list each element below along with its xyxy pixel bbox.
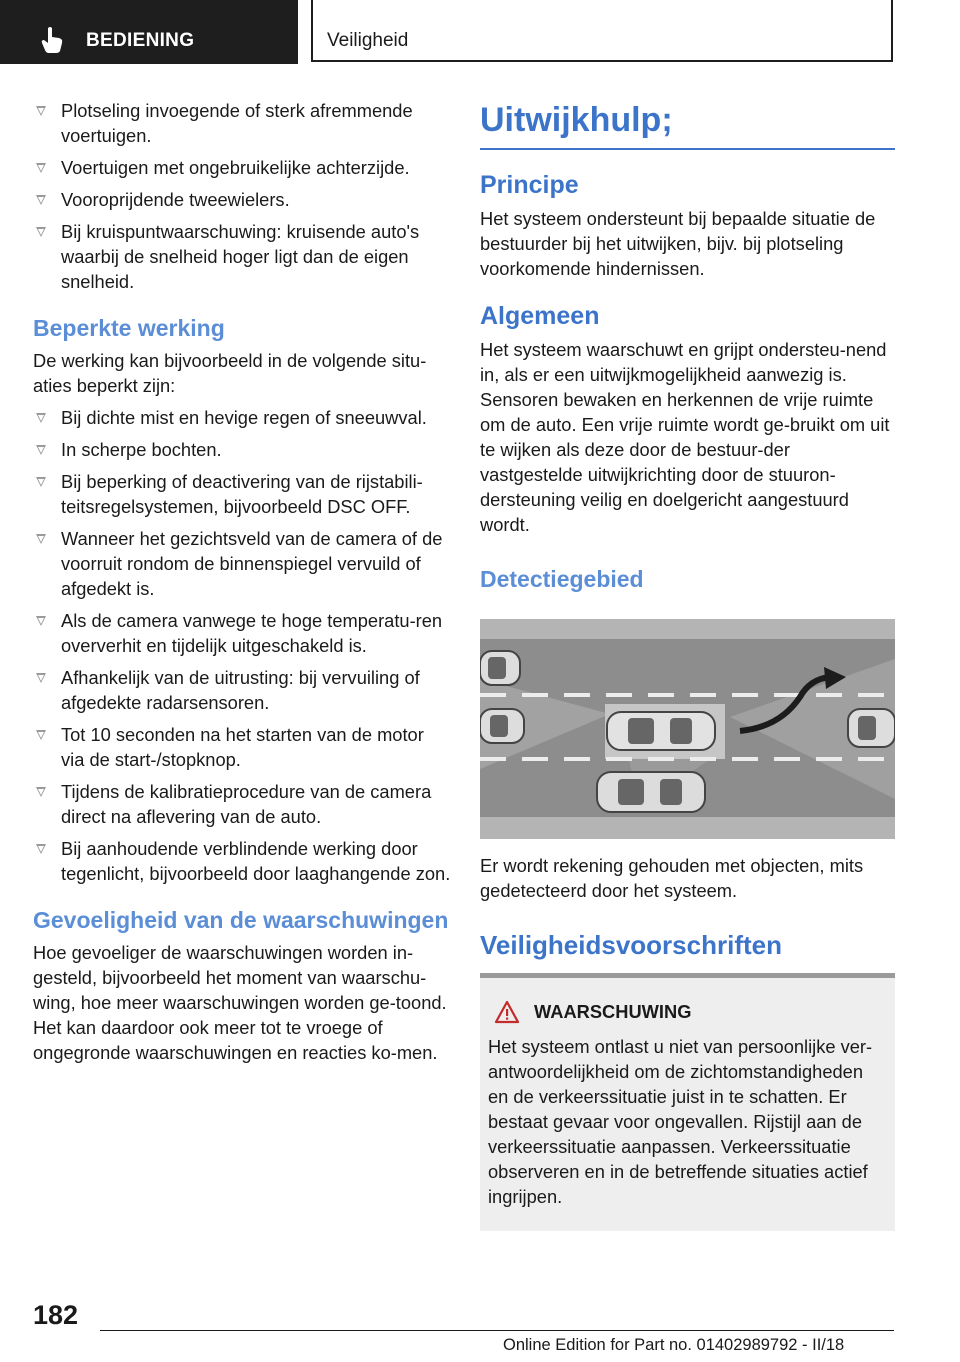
list-item: Bij aanhoudende verblindende werking door tegenlicht, bijvoorbeeld door laaghangende zon. xyxy=(33,836,451,886)
warning-text: Het systeem ontlast u niet van persoonlijke ver‐antwoordelijkheid om de zichtomstandigheden en de verkeerssituatie juist in te schatten. Er bestaat gevaar voor ongevallen. Rijstijl aan de verkeerssituatie aanpassen. Verkeerssituatie observeren en in de betreffende situaties actief ingrijpen. xyxy=(488,1036,873,1207)
warning-box xyxy=(480,978,895,1231)
bullet-triangle-icon xyxy=(36,227,46,237)
hand-pointer-icon xyxy=(38,26,66,54)
bullet-list-beperkte xyxy=(33,405,451,886)
warning-title: WAARSCHUWING xyxy=(534,1001,692,1022)
title-divider xyxy=(480,148,895,150)
car xyxy=(597,772,705,812)
principe-text: Het systeem ondersteunt bij bepaalde situatie de bestuurder bij het uitwijken, bijv. bij plotseling voorkomende hindernissen. xyxy=(480,208,876,279)
road-diagram xyxy=(480,619,895,839)
bullet-triangle-icon xyxy=(36,534,46,544)
bullet-triangle-icon xyxy=(36,477,46,487)
car xyxy=(480,651,520,685)
heading-principe: Principe xyxy=(480,171,579,199)
footer-edition: Online Edition for Part no. 01402989792 - II/18 xyxy=(503,1336,845,1354)
detection-area-illustration xyxy=(480,619,895,839)
car xyxy=(607,712,715,750)
list-item: Afhankelijk van de uitrusting: bij vervuiling of afgedekte radarsensoren. xyxy=(33,665,451,715)
heading-veiligheidsvoorschriften: Veiligheidsvoorschriften xyxy=(480,930,782,960)
page-title: Uitwijkhulp; xyxy=(480,101,673,139)
heading-algemeen: Algemeen xyxy=(480,302,600,330)
warning-triangle-icon xyxy=(494,1000,520,1024)
section-label: Veiligheid xyxy=(327,30,409,51)
car xyxy=(848,709,895,747)
page-number: 182 xyxy=(33,1300,79,1330)
algemeen-text: Het systeem waarschuwt en grijpt ondersteu‐nend in, als er een uitwijkmogelijkheid aanwezig is. Sensoren bewaken en herkennen de vrije ruimte om de auto. Een vrije ruimte wordt ge‐bruikt om uit te wijken als deze door de bestuur‐der vastgestelde uitwijkrichting door de stuuron‐dersteuning veilig en doelgericht aangestuurd wordt. xyxy=(480,339,890,535)
warning-header xyxy=(488,1000,887,1024)
heading-beperkte-werking: Beperkte werking xyxy=(33,315,225,341)
gevoeligheid-text: Hoe gevoeliger de waarschuwingen worden in‐gesteld, bijvoorbeeld het moment van waarschu‐wing, hoe meer waarschuwingen worden ge‐toond. Het kan daardoor ook meer tot te vroege of ongegronde waarschuwingen en reacties ko‐men. xyxy=(33,942,447,1063)
list-item: Vooroprijdende tweewielers. xyxy=(33,187,451,212)
bullet-triangle-icon xyxy=(36,787,46,797)
heading-gevoeligheid: Gevoeligheid van de waarschuwingen xyxy=(33,907,449,933)
bullet-triangle-icon xyxy=(36,195,46,205)
beperkte-intro: De werking kan bijvoorbeeld in de volgende situ‐aties beperkt zijn: xyxy=(33,350,427,396)
header-section xyxy=(311,0,893,62)
list-item: Als de camera vanwege te hoge temperatu‐ren oververhit en tijdelijk uitgeschakeld is. xyxy=(33,608,451,658)
list-item: Tijdens de kalibratieprocedure van de camera direct na aflevering van de auto. xyxy=(33,779,451,829)
car xyxy=(480,709,524,743)
bullet-triangle-icon xyxy=(36,106,46,116)
detection-caption: Er wordt rekening gehouden met objecten, mits gedetecteerd door het systeem. xyxy=(480,855,864,901)
list-item: Bij dichte mist en hevige regen of sneeuwval. xyxy=(33,405,451,430)
bullet-triangle-icon xyxy=(36,844,46,854)
list-item: Tot 10 seconden na het starten van de motor via de start-/stopknop. xyxy=(33,722,451,772)
footer-divider xyxy=(100,1330,894,1331)
bullet-triangle-icon xyxy=(36,413,46,423)
bullet-triangle-icon xyxy=(36,445,46,455)
heading-detectiegebied: Detectiegebied xyxy=(480,566,644,592)
bullet-triangle-icon xyxy=(36,730,46,740)
bullet-triangle-icon xyxy=(36,673,46,683)
list-item: Bij kruispuntwaarschuwing: kruisende auto's waarbij de snelheid hoger ligt dan de eigen snelheid. xyxy=(33,219,451,294)
tab-label: BEDIENING xyxy=(86,30,195,51)
bullet-triangle-icon xyxy=(36,616,46,626)
left-column xyxy=(33,98,451,1072)
header-tab xyxy=(0,0,298,64)
list-item: Plotseling invoegende of sterk afremmende voertuigen. xyxy=(33,98,451,148)
list-item: Voertuigen met ongebruikelijke achterzijde. xyxy=(33,155,451,180)
right-column xyxy=(480,98,895,1231)
list-item: In scherpe bochten. xyxy=(33,437,451,462)
bullet-triangle-icon xyxy=(36,163,46,173)
list-item: Wanneer het gezichtsveld van de camera of de voorruit rondom de binnenspiegel vervuild of afgedekt is. xyxy=(33,526,451,601)
bullet-list-top xyxy=(33,98,451,294)
list-item: Bij beperking of deactivering van de rijstabili‐teitsregelsystemen, bijvoorbeeld DSC OFF. xyxy=(33,469,451,519)
